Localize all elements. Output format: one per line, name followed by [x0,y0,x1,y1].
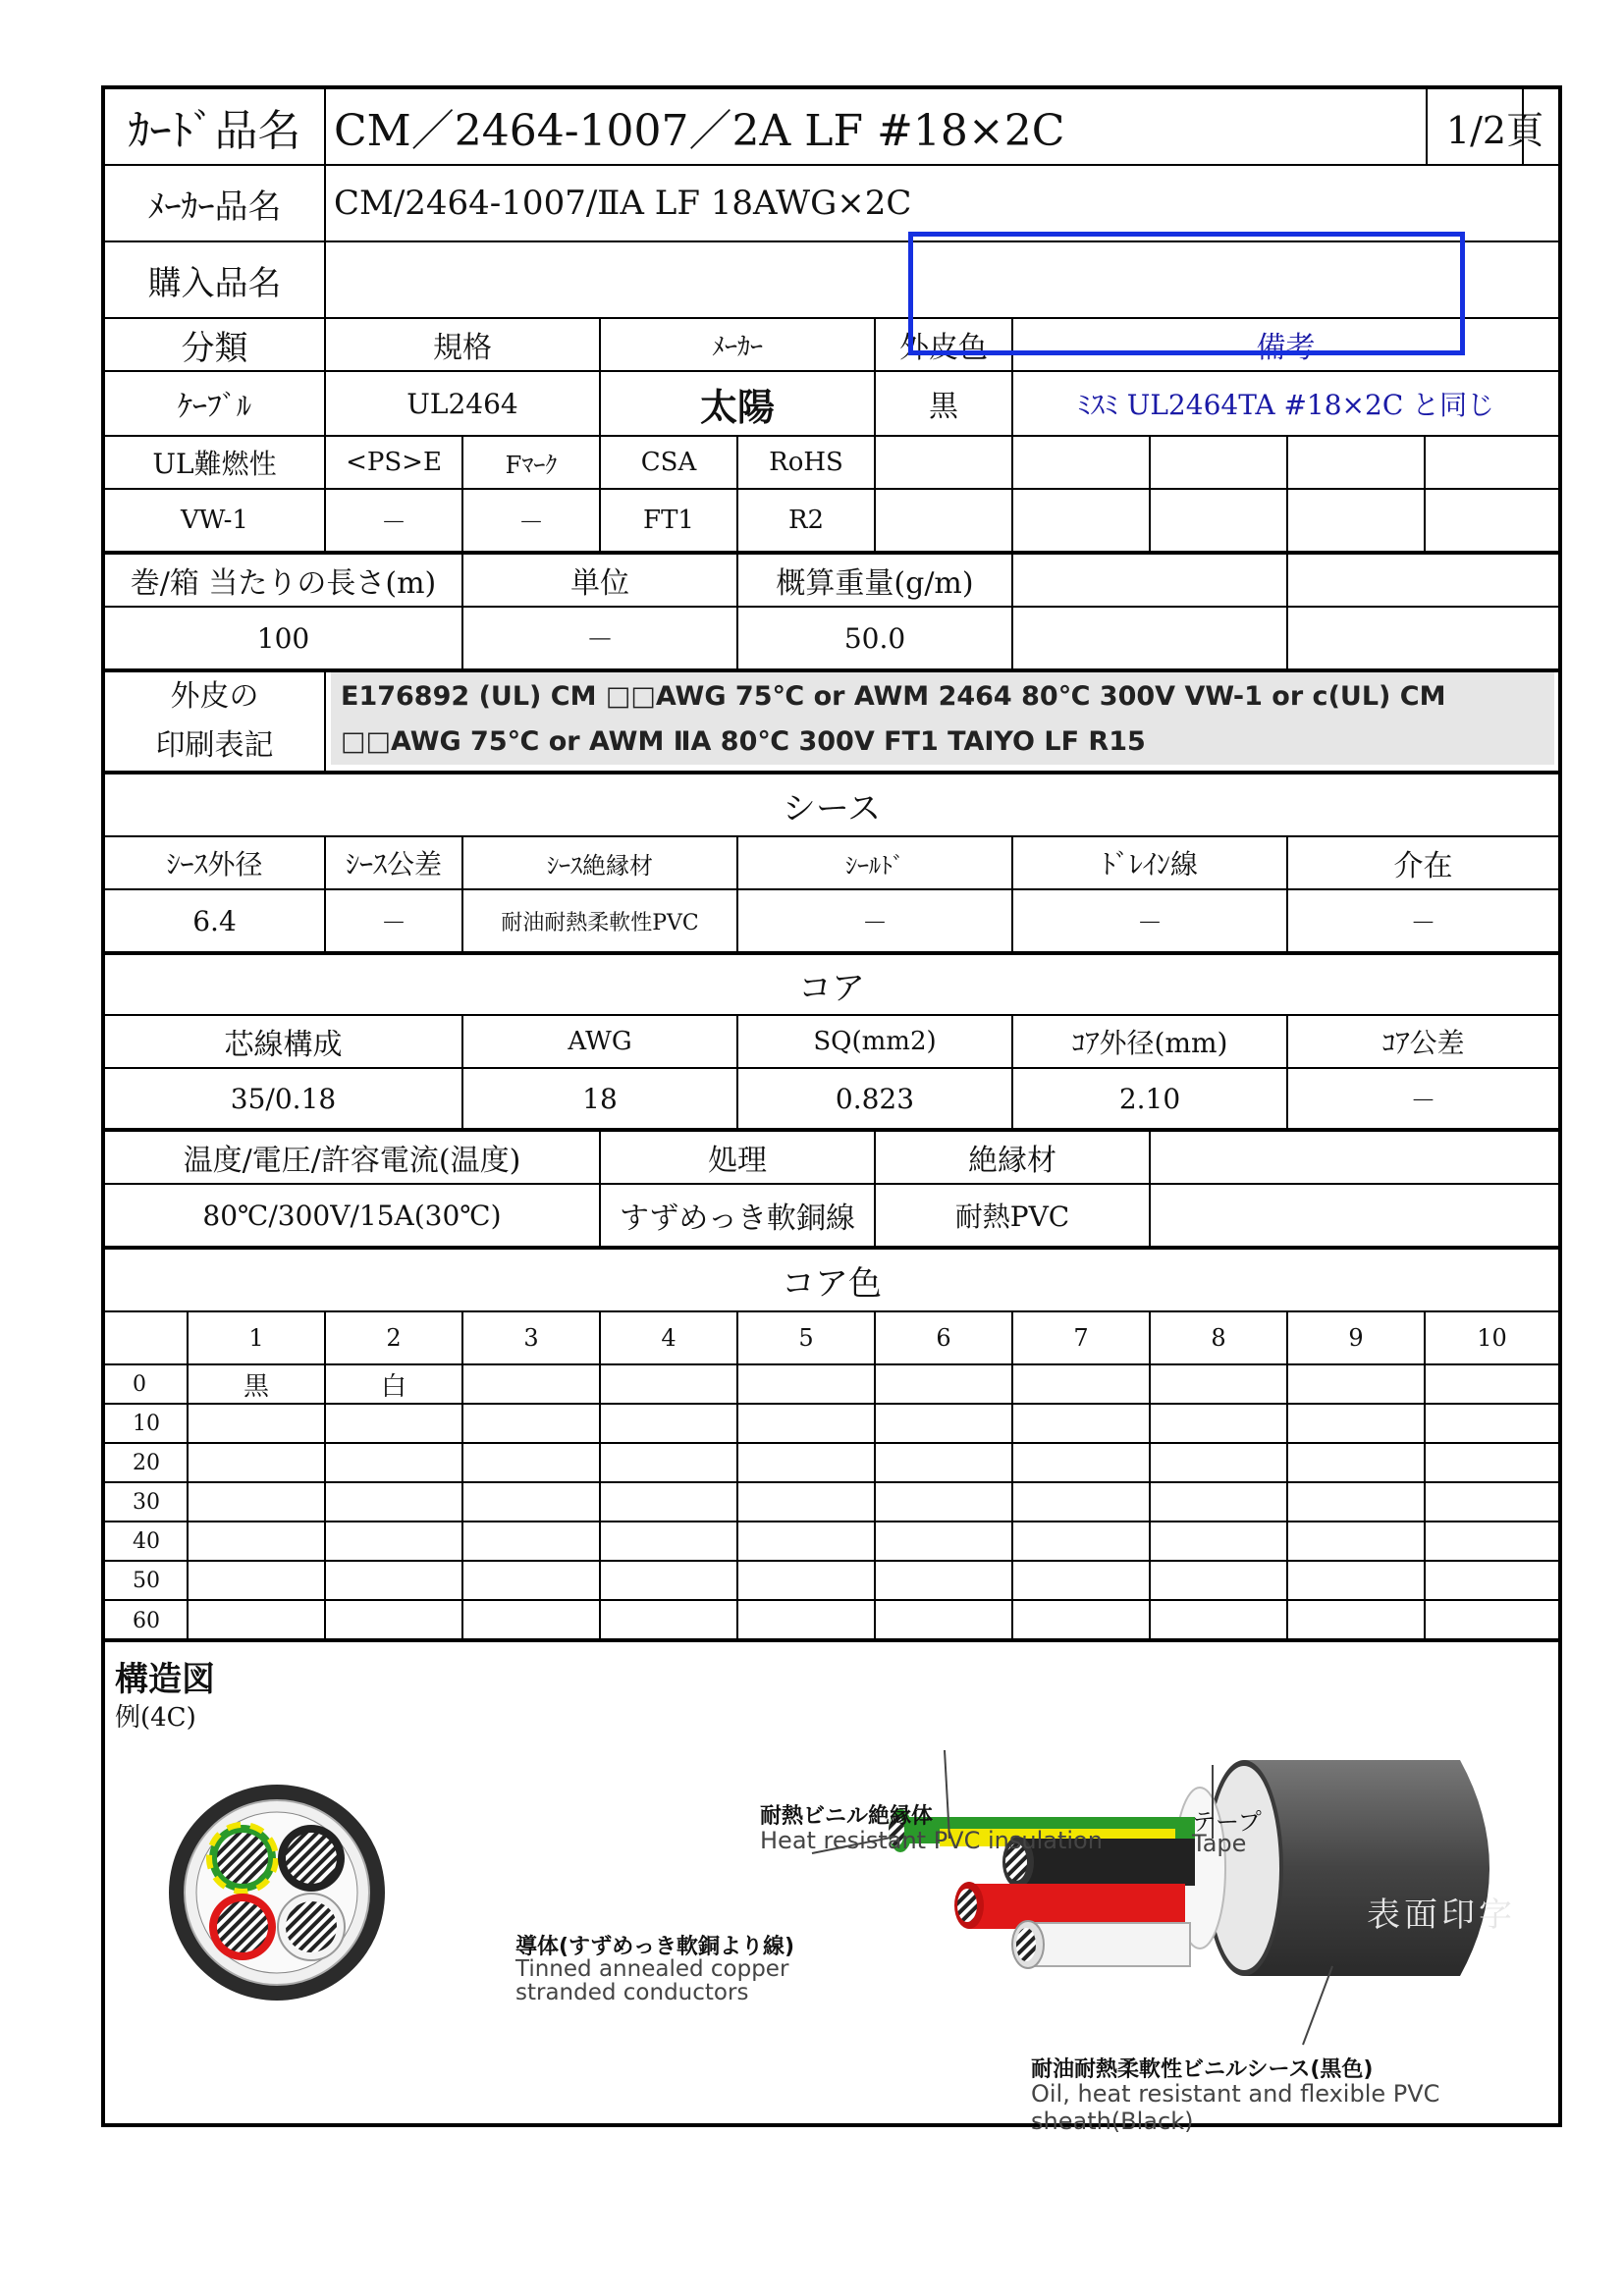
weight-value: 50.0 [738,608,1013,668]
core-color-cell [876,1562,1013,1599]
core-color-cell [463,1601,601,1640]
surface-print-label: 表面印字 [1367,1896,1516,1935]
core-color-cell [738,1365,876,1403]
sheath-label-jp: 耐油耐熱柔軟性ビニルシース(黒色) [1031,2057,1374,2082]
sheath-title-row [105,774,1558,837]
core-color-column-header: 8 [1151,1312,1288,1363]
card-name-row [105,89,1558,166]
core-color-row-label: 50 [105,1562,189,1599]
core-title-row [105,955,1558,1016]
core-value-row [105,1069,1558,1132]
blank-header-5 [1426,437,1558,488]
f-mark-header: Fﾏｰｸ [463,437,601,488]
unit-value: － [463,608,738,668]
length-value-row [105,608,1558,672]
ratings-header-row [105,437,1558,490]
core-color-cell [1288,1483,1426,1521]
core-color-cell [876,1365,1013,1403]
classification-header: 分類 [105,319,326,370]
core-color-cell [601,1365,738,1403]
core-color-cell [1151,1405,1288,1442]
core-color-cell [601,1444,738,1481]
core-color-row [105,1562,1558,1601]
core-color-cell [738,1562,876,1599]
core-color-corner [105,1312,189,1363]
printing-row [105,672,1558,774]
core-color-cell: 黒 [189,1365,326,1403]
core-color-cell [326,1601,463,1640]
page-indicator: 1/2頁 [1426,89,1562,164]
core-color-cell [1013,1405,1151,1442]
core-color-row [105,1522,1558,1562]
structure-example: 例(4C) [115,1703,196,1733]
structure-title: 構造図 [115,1660,215,1699]
core-color-cell [601,1483,738,1521]
core-value2-row [105,1185,1558,1250]
core-color-row [105,1444,1558,1483]
remarks-value: ﾐｽﾐ UL2464TA #18×2C と同じ [1076,389,1495,421]
core-color-cell [463,1522,601,1560]
core-title: コア [798,968,865,1008]
filler-value: － [1410,908,1436,938]
core-color-cell [1288,1365,1426,1403]
maker-name-value: CM/2464-1007/ⅡA LF 18AWG×2C [334,184,912,223]
core-color-cell [1151,1601,1288,1640]
core-color-row [105,1405,1558,1444]
core-blank-header [1151,1132,1558,1183]
flame-rating-header: UL難燃性 [105,437,326,488]
core-color-cell [1288,1562,1426,1599]
blank-header-1 [876,437,1013,488]
sq-header: SQ(mm2) [738,1016,1013,1067]
sheath-title: シース [782,788,882,828]
core-color-column-header: 5 [738,1312,876,1363]
core-color-row [105,1365,1558,1405]
remarks-header: 備考 [1256,331,1316,365]
core-color-cell [1426,1562,1558,1599]
length-header-row [105,555,1558,608]
core-color-cell [189,1522,326,1560]
core-color-row-label: 20 [105,1444,189,1481]
core-color-cell [1013,1522,1151,1560]
core-od-value: 2.10 [1013,1069,1288,1128]
core-tolerance-value: － [1410,1086,1436,1116]
core-color-row-label: 0 [105,1365,189,1403]
sheath-tolerance-value: － [326,890,463,951]
awg-value: 18 [463,1069,738,1128]
conductor-config-value: 35/0.18 [105,1069,463,1128]
length-blank-header-1 [1013,555,1288,606]
rohs-value: R2 [738,490,876,551]
core-color-cell [876,1405,1013,1442]
maker-name-label: ﾒｰｶｰ品名 [105,166,326,240]
core-color-cell [1288,1522,1426,1560]
ratings-value-row [105,490,1558,555]
pse-header: <PS>E [326,437,463,488]
core-color-cell [1288,1601,1426,1640]
standard-header: 規格 [326,319,601,370]
core-color-header-row [105,1312,1558,1365]
core-od-header: ｺｱ外径(mm) [1013,1016,1288,1067]
core-color-cell [738,1601,876,1640]
core-color-cell [1013,1365,1151,1403]
blank-value-3 [1151,490,1288,551]
core-color-cell [1013,1444,1151,1481]
core-header-row [105,1016,1558,1069]
length-value: 100 [105,608,463,668]
core-color-row [105,1483,1558,1522]
core-color-column-header: 7 [1013,1312,1151,1363]
jacket-color-value: 黒 [876,372,1013,435]
core-color-cell [326,1522,463,1560]
jacket-color-header: 外皮色 [876,319,1013,370]
weight-header: 概算重量(g/m) [738,555,1013,606]
core-color-column-header: 1 [189,1312,326,1363]
core-color-cell [1288,1444,1426,1481]
core-color-row-label: 40 [105,1522,189,1560]
insulation-label-en: Heat resistant PVC insulation [760,1827,1103,1854]
f-mark-value: － [463,490,601,551]
sheath-value-row [105,890,1558,955]
core-color-column-header: 3 [463,1312,601,1363]
maker-value: 太陽 [601,372,876,435]
structure-section [105,1642,1558,2135]
core-tolerance-header: ｺｱ公差 [1381,1027,1465,1059]
core-color-cell [1151,1444,1288,1481]
printing-label-line2: 印刷表記 [155,728,274,763]
core-color-cell [601,1405,738,1442]
core-color-cell [1426,1365,1558,1403]
core-color-table [105,1312,1558,1642]
sq-value: 0.823 [738,1069,1013,1128]
classification-value-row [105,372,1558,437]
core-blank-value [1151,1185,1558,1246]
core-color-cell: 白 [326,1365,463,1403]
maker-header: ﾒｰｶｰ [601,319,876,370]
core-color-cell [1013,1601,1151,1640]
core-color-cell [189,1601,326,1640]
core-color-column-header: 6 [876,1312,1013,1363]
core-color-row-label: 30 [105,1483,189,1521]
treatment-header: 処理 [601,1132,876,1183]
sheath-od-value: 6.4 [105,890,326,951]
core-color-row-label: 60 [105,1601,189,1640]
core-color-column-header: 10 [1477,1324,1507,1352]
core-color-cell [601,1562,738,1599]
blank-value-4 [1288,490,1426,551]
tape-label-jp: テープ [1192,1808,1262,1836]
rohs-header: RoHS [738,437,876,488]
drain-wire-header: ﾄﾞﾚｲﾝ線 [1013,837,1288,888]
filler-header: 介在 [1393,849,1453,883]
blank-value-5 [1426,490,1558,551]
conductor-config-header: 芯線構成 [105,1016,463,1067]
awg-header: AWG [463,1016,738,1067]
printing-text: E176892 (UL) CM □□AWG 75℃ or AWM 2464 80℃ 300V VW-1 or c(UL) CM □□AWG 75℃ or AWM ⅡA 80℃ 300V FT1 TAIYO LF R15 [331,672,1554,765]
core-color-cell [738,1444,876,1481]
classification-value: ｹｰﾌﾞﾙ [105,372,326,435]
blank-value-2 [1013,490,1151,551]
core-color-cell [189,1444,326,1481]
blank-header-4 [1288,437,1426,488]
flame-rating-value: VW-1 [105,490,326,551]
length-blank-value-2 [1288,608,1558,668]
core-color-cell [189,1483,326,1521]
core-color-cell [738,1405,876,1442]
core-color-cell [189,1562,326,1599]
blank-header-2 [1013,437,1151,488]
card-name-label: ｶｰﾄﾞ品名 [105,89,326,164]
printing-label-line1: 外皮の [170,679,259,714]
length-blank-value-1 [1013,608,1288,668]
length-blank-header-2 [1288,555,1558,606]
standard-value: UL2464 [326,372,601,435]
pse-value: － [326,490,463,551]
core-color-cell [601,1601,738,1640]
core-color-cell [326,1483,463,1521]
core-color-row-label: 10 [105,1405,189,1442]
rating-header: 温度/電圧/許容電流(温度) [105,1132,601,1183]
purchase-name-label: 購入品名 [105,242,326,317]
core-color-cell [1426,1522,1558,1560]
core-color-cell [876,1444,1013,1481]
blank-value-1 [876,490,1013,551]
core-color-cell [326,1405,463,1442]
csa-header: CSA [601,437,738,488]
csa-value: FT1 [601,490,738,551]
core-color-cell [1426,1483,1558,1521]
blank-header-3 [1151,437,1288,488]
insulation-label-jp: 耐熱ビニル絶縁体 [760,1804,934,1829]
core-color-column-header: 9 [1288,1312,1426,1363]
core-color-cell [1151,1562,1288,1599]
core-color-column-header: 4 [601,1312,738,1363]
core-color-cell [1426,1444,1558,1481]
sheath-tolerance-header: ｼｰｽ公差 [326,837,463,888]
core-header2-row [105,1132,1558,1185]
core-color-row [105,1601,1558,1640]
cross-section [169,1785,385,2001]
core-color-cell [1013,1562,1151,1599]
sheath-material-value: 耐油耐熱柔軟性PVC [463,890,738,951]
core-color-cell [1151,1522,1288,1560]
core-color-cell [463,1562,601,1599]
core-color-cell [326,1562,463,1599]
core-color-cell [189,1405,326,1442]
sheath-material-header: ｼｰｽ絶縁材 [463,837,738,888]
core-color-cell [601,1522,738,1560]
sheath-od-header: ｼｰｽ外径 [105,837,326,888]
core-color-column-header: 2 [326,1312,463,1363]
core-color-cell [463,1444,601,1481]
drain-wire-value: － [1013,890,1288,951]
core-color-cell [1426,1405,1558,1442]
core-color-cell [1288,1405,1426,1442]
core-color-cell [1151,1483,1288,1521]
conductor-label-en1: Tinned annealed copper [515,1956,789,1982]
cable-illustration [105,1642,1558,2123]
insulation-header: 絶縁材 [876,1132,1151,1183]
unit-header: 単位 [463,555,738,606]
core-color-cell [463,1483,601,1521]
core-color-title-row [105,1250,1558,1312]
core-color-cell [463,1365,601,1403]
tape-label-en: Tape [1192,1830,1247,1857]
insulation-value: 耐熱PVC [876,1185,1151,1246]
core-color-cell [876,1522,1013,1560]
remarks-highlight [908,232,1465,355]
core-color-cell [1426,1601,1558,1640]
sheath-label-en: Oil, heat resistant and flexible PVC sheath(Black) [1031,2080,1440,2135]
sheath-header-row [105,837,1558,890]
core-color-cell [876,1483,1013,1521]
core-color-cell [463,1405,601,1442]
core-color-cell [326,1444,463,1481]
shield-header: ｼｰﾙﾄﾞ [738,837,1013,888]
card-name-value: CM／2464-1007／2A LF #18×2C [326,89,1524,164]
treatment-value: すずめっき軟銅線 [601,1185,876,1246]
spec-sheet [101,85,1562,2135]
conductor-label-en2: stranded conductors [515,1980,749,2005]
core-color-cell [876,1601,1013,1640]
core-color-cell [1151,1365,1288,1403]
core-color-cell [738,1483,876,1521]
core-color-cell [1013,1483,1151,1521]
core-color-cell [738,1522,876,1560]
rating-value: 80℃/300V/15A(30℃) [105,1185,601,1246]
core-color-title: コア色 [782,1263,882,1304]
length-header: 巻/箱 当たりの長さ(m) [105,555,463,606]
conductor-label-jp: 導体(すずめっき軟銅より線) [515,1935,795,1959]
printing-label [105,672,326,771]
shield-value: － [738,890,1013,951]
